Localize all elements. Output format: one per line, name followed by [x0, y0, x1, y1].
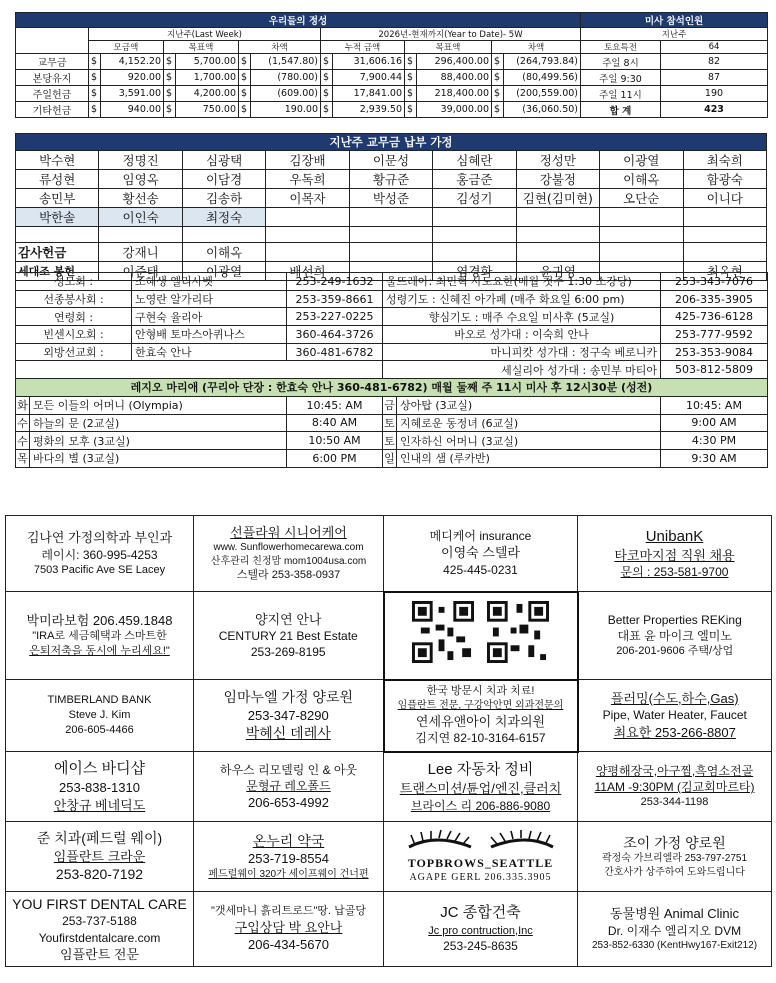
ad-medicare: 메디케어 insurance 이영숙 스텔라 425-445-0231 — [384, 516, 578, 592]
ad-jun-dental: 준 치과(페드럴 웨이) 임플란트 크라운 253-820-7192 — [6, 822, 194, 892]
col-ytd-diff: 차액 — [492, 41, 581, 54]
ad-auto-repair: Lee 자동차 정비 트랜스미션/튠업/엔진,클러치 브라이스 리 206-886-9080 — [384, 752, 578, 822]
row-label: 교무금 — [16, 54, 89, 70]
ad-insurance: 박미라보험 206.459.1848 "IRA로 세금혜택과 스마트한 은퇴저축을 동시에 누리세요!" — [6, 592, 194, 680]
mass-time: 주일 11시 — [581, 86, 661, 102]
qr-codes — [384, 592, 578, 680]
ad-joy-home: 조이 가정 양로원 곽정숙 가브리엘라 253-797-2751 간호사가 상주하여 도와드립니다 — [578, 822, 772, 892]
legio-banner: 레지오 마리애 (꾸리아 단장 : 한효숙 안나 360-481-6782) 매월 둘째 주 11시 미사 후 12시30분 (성전) — [16, 379, 768, 397]
ad-century21: 양지연 안나 CENTURY 21 Best Estate 253-269-8195 — [194, 592, 384, 680]
ad-unibank: UnibanK 타코마지점 직원 채용 문의 : 253-581-9700 — [578, 516, 772, 592]
mass-count: 87 — [661, 70, 768, 86]
table-row: 연령회 : 구현숙 율리아 253-227-0225 향심기도 : 매주 수요일 미사후 (5교실) 425-736-6128 — [16, 308, 768, 326]
ad-youfirst: YOU FIRST DENTAL CARE 253-737-5188 Youfirstdentalcare.com 임플란트 전문 — [6, 892, 194, 967]
mass-time: 주일 8시 — [581, 54, 661, 70]
table-row: 수 하늘의 문 (2교실) 8:40 AM 토 지혜로운 동정녀 (6교실) 9:00 AM — [16, 414, 768, 432]
donor-title: 지난주 교무금 납부 가정 — [16, 134, 767, 151]
table-row: 수 평화의 모후 (3교실) 10:50 AM 토 인자하신 어머니 (3교실) 4:30 PM — [16, 432, 768, 450]
table-row: 성모회 : 조혜생 엘리사벳 253-249-1632 울뜨레아: 최민혁 사도요한(매월 첫주 1:30 소강당) 253-343-7076 — [16, 273, 768, 291]
table-row: 박수현 정명진 심광택 김장배 이문성 심혜란 정성만 이광열 최숙희 — [16, 151, 767, 170]
table-row: 박한솔 이인숙 최정숙 — [16, 208, 767, 227]
col-cumulative: 누적 금액 — [321, 41, 405, 54]
ad-bodyshop: 에이스 바디샵 253-838-1310 안창규 베네딕도 — [6, 752, 194, 822]
saturday-count: 64 — [661, 41, 768, 54]
table-row: 감사헌금 강재니 이해옥 — [16, 242, 767, 261]
qr-code-icon — [412, 601, 474, 663]
mass-count: 82 — [661, 54, 768, 70]
saturday-label: 토요특전 — [581, 41, 661, 54]
table-row: 본당유지 $ 920.00 $ 1,700.00 $ (780.00) $ 7,900.44 $ 88,400.00 $ (80,499.56) 주일 9:30 87 — [16, 70, 768, 86]
table-row: 기타헌금 $ 940.00 $ 750.00 $ 190.00 $ 2,939.50 $ 39,000.00 $ (36,060.50) 합 계 423 — [16, 102, 768, 118]
attendance-title: 미사 참석인원 — [581, 13, 768, 28]
table-row: 빈센시오회 : 안형배 토마스아퀴나스 360-464-3726 바오로 성가대 : 이숙희 안나 253-777-9592 — [16, 326, 768, 344]
ad-timberland: TIMBERLAND BANK Steve J. Kim 206-605-4466 — [6, 680, 194, 752]
ad-pharmacy: 온누리 약국 253-719-8554 페드럴웨이 320가 세이프웨이 건너편 — [194, 822, 384, 892]
col-ytd-goal: 목표액 — [405, 41, 492, 54]
mass-count: 190 — [661, 86, 768, 102]
table-row: 선종봉사회 : 노영란 알가리타 253-359-8661 성령기도 : 신혜진 아가페 (매주 화요일 6:00 pm) 206-335-3905 — [16, 290, 768, 308]
ad-dental-korea: 한국 방문시 치과 치료! 임플란트 전문, 구강악안면 외과전문의 연세유앤아이 치과의원 김지연 82-10-3164-6157 — [384, 680, 578, 752]
groups-table — [15, 272, 768, 468]
total-count: 423 — [661, 102, 768, 118]
attendance-col-header: 지난주 — [581, 28, 768, 41]
col-diff: 차액 — [239, 41, 321, 54]
ad-clinic: 김나연 가정의학과 부인과 레이시: 360-995-4253 7503 Pacific Ave SE Lacey — [6, 516, 194, 592]
table-row: 주일헌금 $ 3,591.00 $ 4,200.00 $ (609.00) $ 17,841.00 $ 218,400.00 $ (200,559.00) 주일 11시 190 — [16, 86, 768, 102]
table-row: 세대조 봉헌 이준태 이광열 배선희 염경화 윤귀영 최옥현 — [16, 261, 767, 280]
table-row: 세실리아 성가대 : 송민부 마티아 503-812-5809 — [16, 361, 768, 379]
ad-topbrows: TOPBROWS_SEATTLE AGAPE GERL 206.335.3905 — [384, 822, 578, 892]
col-collected: 모금액 — [89, 41, 164, 54]
table-row: 목 바다의 별 (3교실) 6:00 PM 일 인내의 샘 (루카반) 9:30 AM — [16, 449, 768, 467]
table-row: 화 모든 이들의 어머니 (Olympia) 10:45: AM 금 상아탑 (3교실) 10:45: AM — [16, 396, 768, 414]
ancestor-label: 세대조 봉헌 — [16, 261, 99, 280]
col-goal: 목표액 — [164, 41, 239, 54]
eyelash-icon — [401, 829, 561, 855]
table-row — [16, 227, 767, 243]
offering-table — [15, 12, 768, 118]
ad-properties: Better Properties REKing 대표 윤 마이크 엘미노 206-201-9606 주택/상업 — [578, 592, 772, 680]
table-row: 송민부 황선송 김송하 이목자 박성준 김성기 김현(김미현) 오단순 이니다 — [16, 189, 767, 208]
table-row: 류성현 임영옥 이담경 우독희 황규준 홍금준 강불정 이해옥 함광숙 — [16, 170, 767, 189]
ad-cemetery: "갯세마니 흙리트로드"땅. 납골당 구입상담 박 요안나 206-434-5670 — [194, 892, 384, 967]
ad-animal-clinic: 동물병원 Animal Clinic Dr. 이재수 엘리지오 DVM 253-852-6330 (KentHwy167-Exit212) — [578, 892, 772, 967]
ytd-header: 2026년-현재까지(Year to Date)- 5W — [321, 28, 581, 41]
row-label: 주일헌금 — [16, 86, 89, 102]
offering-title: 우리들의 정성 — [16, 13, 581, 28]
row-label: 기타헌금 — [16, 102, 89, 118]
ads-grid — [5, 515, 772, 967]
row-label: 본당유지 — [16, 70, 89, 86]
donor-table — [15, 133, 767, 281]
ad-remodeling: 하우스 리모델링 인 & 아웃 문형규 레오폴드 206-653-4992 — [194, 752, 384, 822]
mass-time: 주일 9:30 — [581, 70, 661, 86]
table-row: 외방선교회 : 한효숙 안나 360-481-6782 마니피캇 성가대 : 정구숙 베로니카 253-353-9084 — [16, 343, 768, 361]
last-week-header: 지난주(Last Week) — [89, 28, 321, 41]
thanks-label: 감사헌금 — [16, 242, 99, 261]
ad-emmanuel: 임마누엘 가정 양로원 253-347-8290 박혜신 데레사 — [194, 680, 384, 752]
ad-restaurant: 양평해장국,아구찜,흑염소전골 11AM -9:30PM (김교회마르타) 253-344-1198 — [578, 752, 772, 822]
ad-jc-construction: JC 종합건축 Jc pro contruction,Inc 253-245-8635 — [384, 892, 578, 967]
qr-code-icon — [487, 601, 549, 663]
ad-plumbing: 플러밍(수도,하수,Gas) Pipe, Water Heater, Faucet 최요한 253-266-8807 — [578, 680, 772, 752]
table-row: 교무금 $ 4,152.20 $ 5,700.00 $ (1,547.80) $ 31,606.16 $ 296,400.00 $ (264,793.84) 주일 8시 82 — [16, 54, 768, 70]
total-label: 합 계 — [581, 102, 661, 118]
ad-sunflower: 선플라워 시니어케어 www. Sunflowerhomecarewa.com 산후관리 친정맘 mom1004usa.com 스텔라 253-358-0937 — [194, 516, 384, 592]
